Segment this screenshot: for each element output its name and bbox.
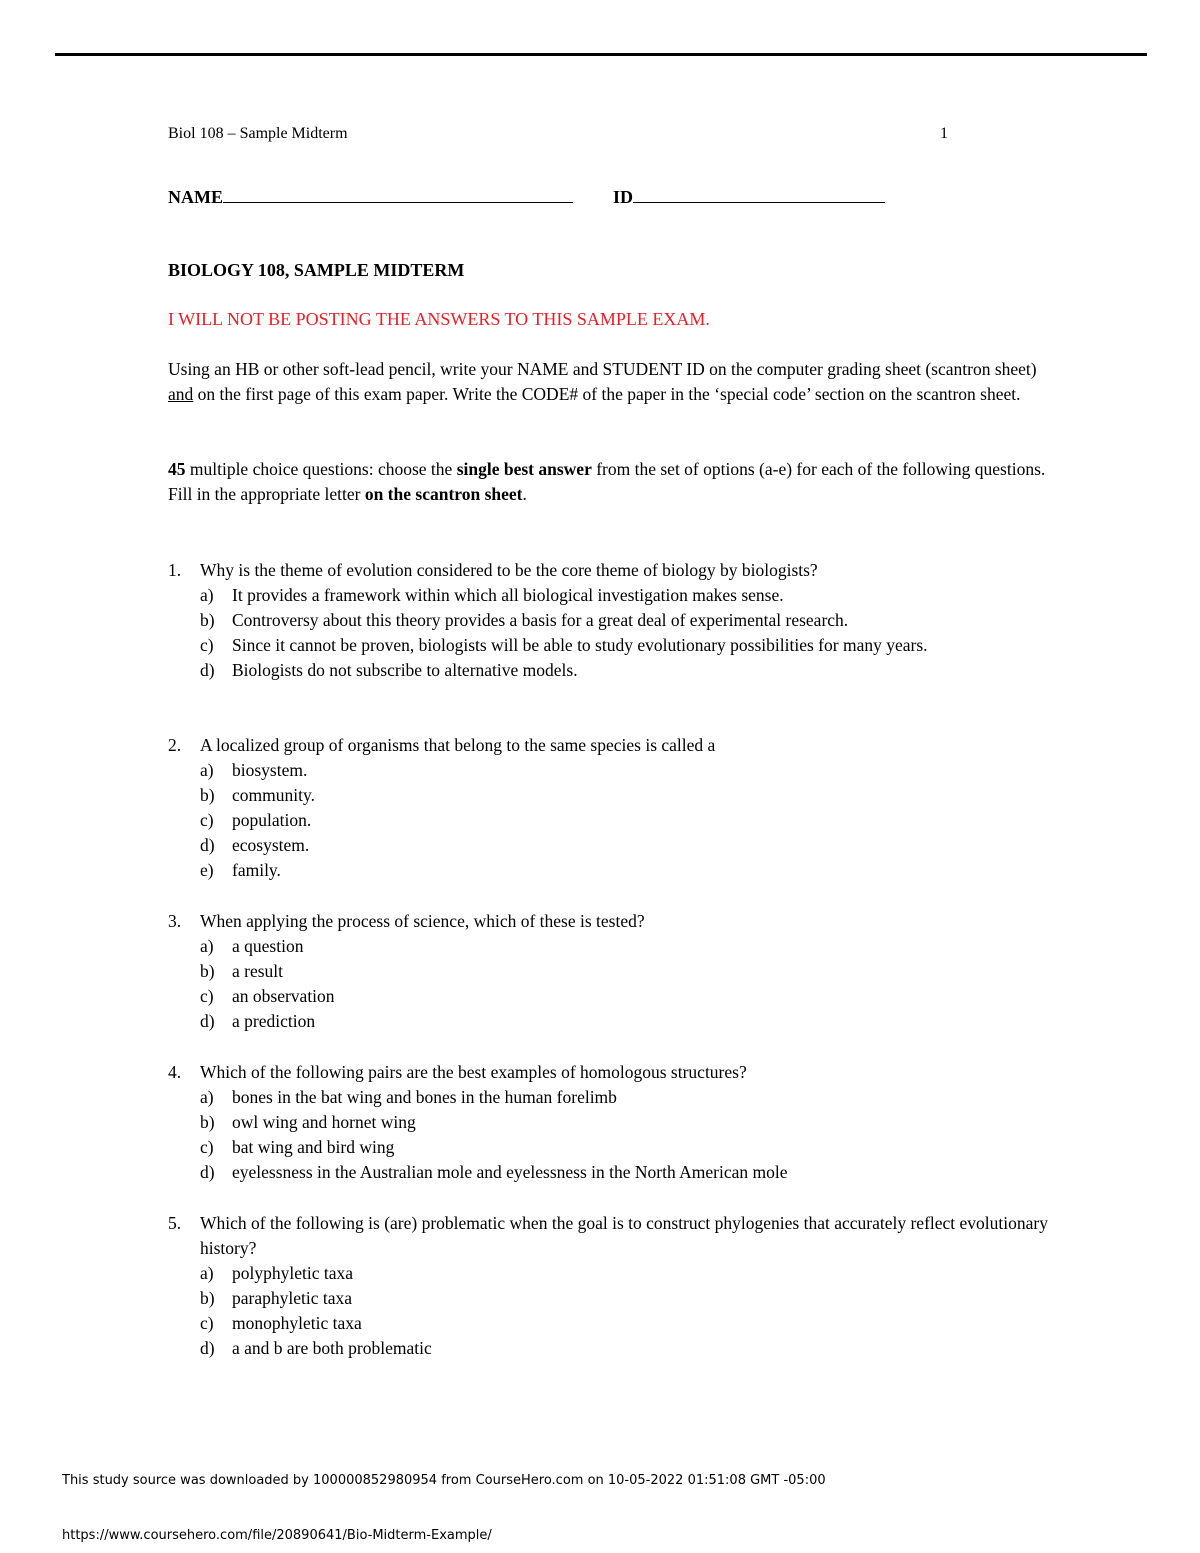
option-letter: b) [200, 1288, 215, 1308]
answer-option [168, 1135, 1048, 1160]
header-course: Biol 108 – Sample Midterm [168, 125, 348, 142]
instructions-underlined: and [168, 384, 194, 404]
instructions-bold: single best answer [456, 459, 592, 479]
answer-option [168, 858, 1048, 883]
question-count: 45 [168, 459, 186, 479]
option-letter: a) [200, 1263, 214, 1283]
name-blank [223, 184, 573, 203]
option-text: owl wing and hornet wing [232, 1112, 416, 1132]
answer-option [168, 984, 1048, 1009]
option-letter: a) [200, 585, 214, 605]
option-text: Since it cannot be proven, biologists will be able to study evolutionary possibilities for many years. [232, 635, 928, 655]
answer-option [168, 633, 1048, 658]
instructions-paragraph-2 [168, 457, 1048, 507]
option-text: Biologists do not subscribe to alternative models. [232, 660, 578, 680]
question-1 [168, 558, 1048, 683]
option-text: ecosystem. [232, 835, 310, 855]
option-letter: c) [200, 1313, 214, 1333]
option-letter: d) [200, 1338, 215, 1358]
question-number: 4. [168, 1062, 182, 1082]
option-letter: d) [200, 660, 215, 680]
warning-notice: I WILL NOT BE POSTING THE ANSWERS TO THIS SAMPLE EXAM. [168, 309, 710, 329]
answer-option [168, 1085, 1048, 1110]
question-number: 5. [168, 1213, 182, 1233]
id-label: ID [613, 187, 634, 207]
option-letter: a) [200, 936, 214, 956]
answer-option [168, 1336, 1048, 1361]
option-text: population. [232, 810, 312, 830]
option-text: eyelessness in the Australian mole and eyelessness in the North American mole [232, 1162, 788, 1182]
question-text: Why is the theme of evolution considered to be the core theme of biology by biologists? [200, 560, 818, 580]
answer-option [168, 783, 1048, 808]
question-text: When applying the process of science, which of these is tested? [200, 911, 645, 931]
answer-option [168, 583, 1048, 608]
question-3 [168, 909, 1048, 1034]
question-number: 3. [168, 911, 182, 931]
instructions-text: . [522, 484, 527, 504]
exam-title: BIOLOGY 108, SAMPLE MIDTERM [168, 260, 465, 280]
header-page-number: 1 [940, 125, 948, 142]
top-rule [55, 53, 1147, 56]
answer-option [168, 1261, 1048, 1286]
instructions-paragraph-1 [168, 357, 1048, 407]
answer-option [168, 758, 1048, 783]
answer-option [168, 1311, 1048, 1336]
option-text: a prediction [232, 1011, 316, 1031]
answer-option [168, 658, 1048, 683]
question-text: Which of the following is (are) problematic when the goal is to construct phylogenies that accurately reflect evolutionary history? [200, 1213, 1048, 1258]
option-letter: b) [200, 961, 215, 981]
answer-option [168, 608, 1048, 633]
question-4 [168, 1060, 1048, 1185]
option-text: biosystem. [232, 760, 308, 780]
instructions-text: Using an HB or other soft-lead pencil, write your NAME and STUDENT ID on the computer grading sheet (scantron sheet) [168, 359, 1037, 379]
option-letter: c) [200, 986, 214, 1006]
instructions-text: multiple choice questions: choose the [185, 459, 457, 479]
instructions-text: from the set of options (a-e) for each of the following questions. Fill in the appropriate letter [168, 459, 1046, 504]
option-text: an observation [232, 986, 335, 1006]
option-letter: b) [200, 1112, 215, 1132]
option-letter: c) [200, 810, 214, 830]
answer-option [168, 1286, 1048, 1311]
answer-option [168, 1009, 1048, 1034]
question-5 [168, 1211, 1048, 1361]
question-number: 1. [168, 560, 182, 580]
option-letter: a) [200, 1087, 214, 1107]
option-text: family. [232, 860, 281, 880]
option-text: monophyletic taxa [232, 1313, 362, 1333]
question-number: 2. [168, 735, 182, 755]
option-letter: d) [200, 1162, 215, 1182]
question-text: A localized group of organisms that belong to the same species is called a [200, 735, 716, 755]
answer-option [168, 934, 1048, 959]
option-text: a result [232, 961, 284, 981]
answer-option [168, 959, 1048, 984]
source-url-link[interactable]: https://www.coursehero.com/file/20890641/Bio-Midterm-Example/ [62, 1528, 492, 1543]
option-letter: a) [200, 760, 214, 780]
option-text: a question [232, 936, 304, 956]
instructions-text: on the first page of this exam paper. Write the CODE# of the paper in the ‘special code’ section on the scantron sheet. [193, 384, 1021, 404]
answer-option [168, 808, 1048, 833]
option-text: bones in the bat wing and bones in the human forelimb [232, 1087, 617, 1107]
option-text: Controversy about this theory provides a basis for a great deal of experimental research. [232, 610, 849, 630]
question-2 [168, 733, 1048, 883]
option-letter: d) [200, 835, 215, 855]
option-letter: c) [200, 1137, 214, 1157]
option-text: a and b are both problematic [232, 1338, 432, 1358]
answer-option [168, 833, 1048, 858]
answer-option [168, 1110, 1048, 1135]
option-text: It provides a framework within which all biological investigation makes sense. [232, 585, 784, 605]
option-text: paraphyletic taxa [232, 1288, 353, 1308]
name-label: NAME [168, 187, 223, 207]
name-id-row [168, 184, 885, 208]
id-blank [633, 184, 885, 203]
option-letter: b) [200, 610, 215, 630]
option-letter: b) [200, 785, 215, 805]
option-text: bat wing and bird wing [232, 1137, 395, 1157]
instructions-bold: on the scantron sheet [364, 484, 523, 504]
download-notice: This study source was downloaded by 100000852980954 from CourseHero.com on 10-05-2022 01:51:08 GMT -05:00 [62, 1473, 826, 1488]
option-letter: e) [200, 860, 214, 880]
answer-option [168, 1160, 1048, 1185]
option-letter: d) [200, 1011, 215, 1031]
question-text: Which of the following pairs are the best examples of homologous structures? [200, 1062, 747, 1082]
option-text: community. [232, 785, 315, 805]
option-text: polyphyletic taxa [232, 1263, 354, 1283]
option-letter: c) [200, 635, 214, 655]
